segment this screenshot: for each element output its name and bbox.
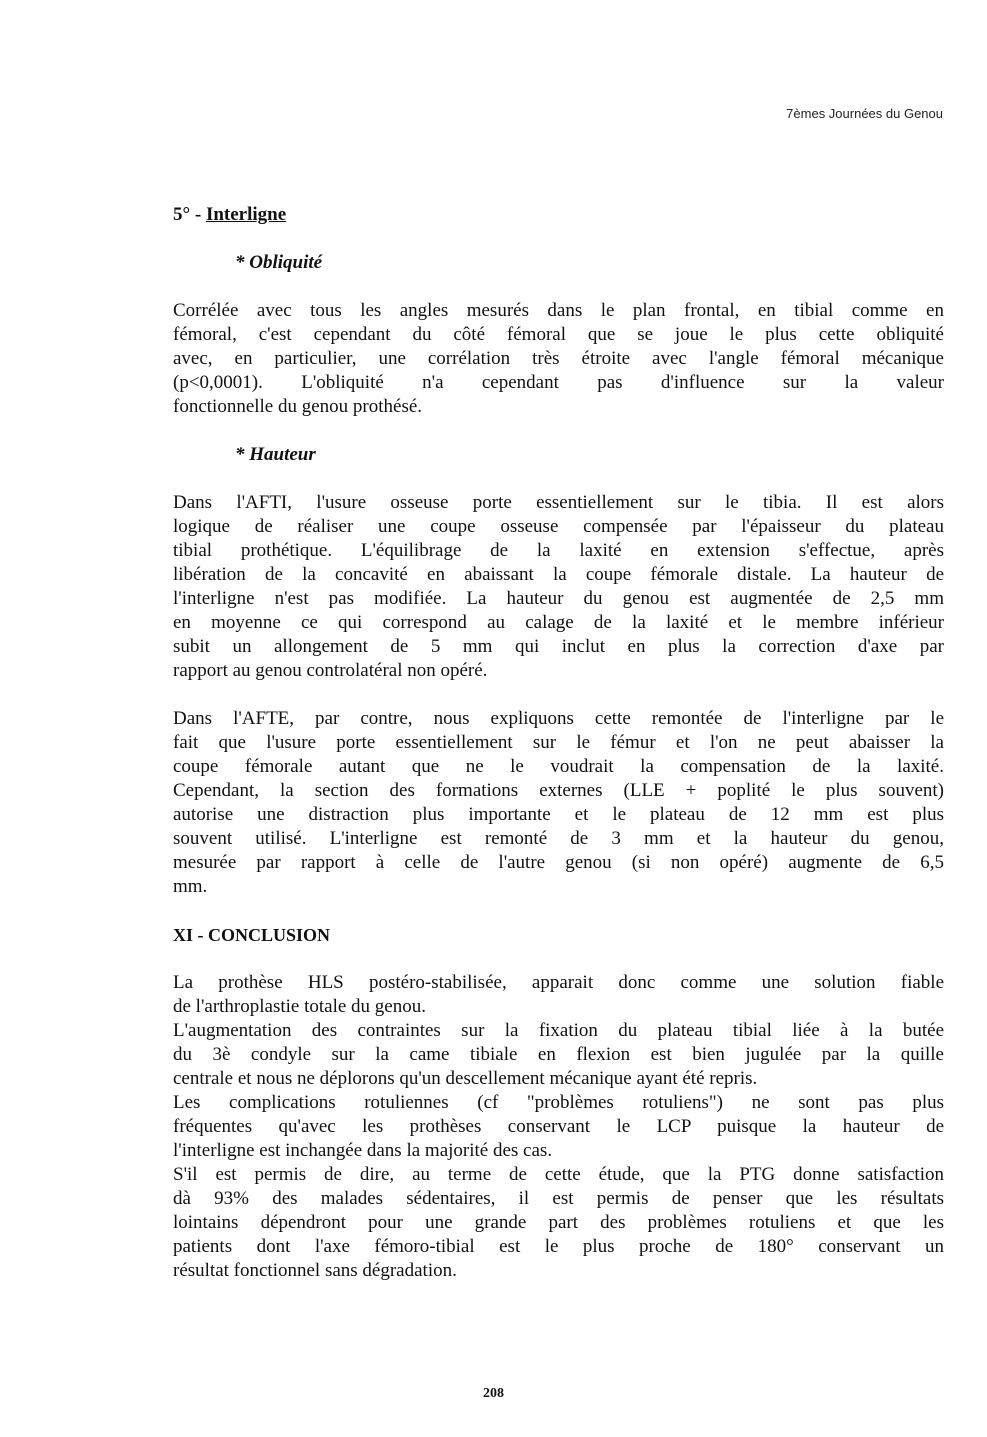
text-line: coupe fémorale autant que ne le voudrait la compensation de la laxité. (173, 756, 944, 777)
paragraph-obliquite (173, 299, 944, 419)
text-line: Dans l'AFTE, par contre, nous expliquons cette remontée de l'interligne par le (173, 708, 944, 729)
text-line: fémoral, c'est cependant du côté fémoral que se joue le plus cette obliquité (173, 324, 944, 345)
text-line: l'interligne est inchangée dans la majorité des cas. (173, 1140, 553, 1161)
text-line: en moyenne ce qui correspond au calage de la laxité et le membre inférieur (173, 612, 944, 633)
page-number: 208 (483, 1386, 504, 1401)
text-line: souvent utilisé. L'interligne est remonté de 3 mm et la hauteur du genou, (173, 828, 944, 849)
conclusion-heading: XI - CONCLUSION (173, 925, 331, 945)
text-line: Les complications rotuliennes (cf "problèmes rotuliens") ne sont pas plus (173, 1092, 944, 1113)
text-line: L'augmentation des contraintes sur la fixation du plateau tibial liée à la butée (173, 1020, 944, 1041)
text-line: autorise une distraction plus importante et le plateau de 12 mm est plus (173, 804, 944, 825)
paragraph-hauteur-afte (173, 707, 944, 899)
section-title: Interligne (205, 204, 287, 225)
text-line: Dans l'AFTI, l'usure osseuse porte essentiellement sur le tibia. Il est alors (173, 492, 944, 513)
text-line: S'il est permis de dire, au terme de cette étude, que la PTG donne satisfaction (173, 1164, 944, 1185)
paragraph-hauteur-afti (173, 491, 944, 683)
text-line: lointains dépendront pour une grande part des problèmes rotuliens et que les (173, 1212, 944, 1233)
section-heading (173, 203, 944, 227)
text-line: fonctionnelle du genou prothésé. (173, 396, 423, 417)
text-line: l'interligne n'est pas modifiée. La hauteur du genou est augmentée de 2,5 mm (173, 588, 944, 609)
text-line: dà 93% des malades sédentaires, il est permis de penser que les résultats (173, 1188, 944, 1209)
subheading-hauteur: * Hauteur (235, 444, 316, 465)
text-line: mm. (173, 876, 208, 897)
text-line: centrale et nous ne déplorons qu'un descellement mécanique ayant été repris. (173, 1068, 758, 1089)
text-line: Cependant, la section des formations externes (LLE + poplité le plus souvent) (173, 780, 944, 801)
text-line: Corrélée avec tous les angles mesurés dans le plan frontal, en tibial comme en (173, 300, 944, 321)
text-line: logique de réaliser une coupe osseuse compensée par l'épaisseur du plateau (173, 516, 944, 537)
text-line: du 3è condyle sur la came tibiale en flexion est bien jugulée par la quille (173, 1044, 944, 1065)
text-line: subit un allongement de 5 mm qui inclut en plus la correction d'axe par (173, 636, 944, 657)
text-line: fait que l'usure porte essentiellement sur le fémur et l'on ne peut abaisser la (173, 732, 944, 753)
text-line: patients dont l'axe fémoro-tibial est le plus proche de 180° conservant un (173, 1236, 944, 1257)
text-line: (p<0,0001). L'obliquité n'a cependant pas d'influence sur la valeur (173, 372, 944, 393)
text-line: résultat fonctionnel sans dégradation. (173, 1260, 457, 1281)
section-number: 5° - (173, 204, 206, 225)
text-line: mesurée par rapport à celle de l'autre genou (si non opéré) augmente de 6,5 (173, 852, 944, 873)
running-header: 7èmes Journées du Genou (786, 106, 943, 121)
text-line: La prothèse HLS postéro-stabilisée, apparait donc comme une solution fiable (173, 972, 944, 993)
text-line: libération de la concavité en abaissant la coupe fémorale distale. La hauteur de (173, 564, 944, 585)
text-line: rapport au genou controlatéral non opéré. (173, 660, 488, 681)
text-line: avec, en particulier, une corrélation très étroite avec l'angle fémoral mécanique (173, 348, 944, 369)
text-line: de l'arthroplastie totale du genou. (173, 996, 426, 1017)
text-line: tibial prothétique. L'équilibrage de la laxité en extension s'effectue, après (173, 540, 944, 561)
subheading-obliquite: * Obliquité (235, 252, 323, 273)
paragraph-conclusion (173, 971, 944, 1283)
text-line: fréquentes qu'avec les prothèses conservant le LCP puisque la hauteur de (173, 1116, 944, 1137)
page-content (173, 203, 944, 1283)
